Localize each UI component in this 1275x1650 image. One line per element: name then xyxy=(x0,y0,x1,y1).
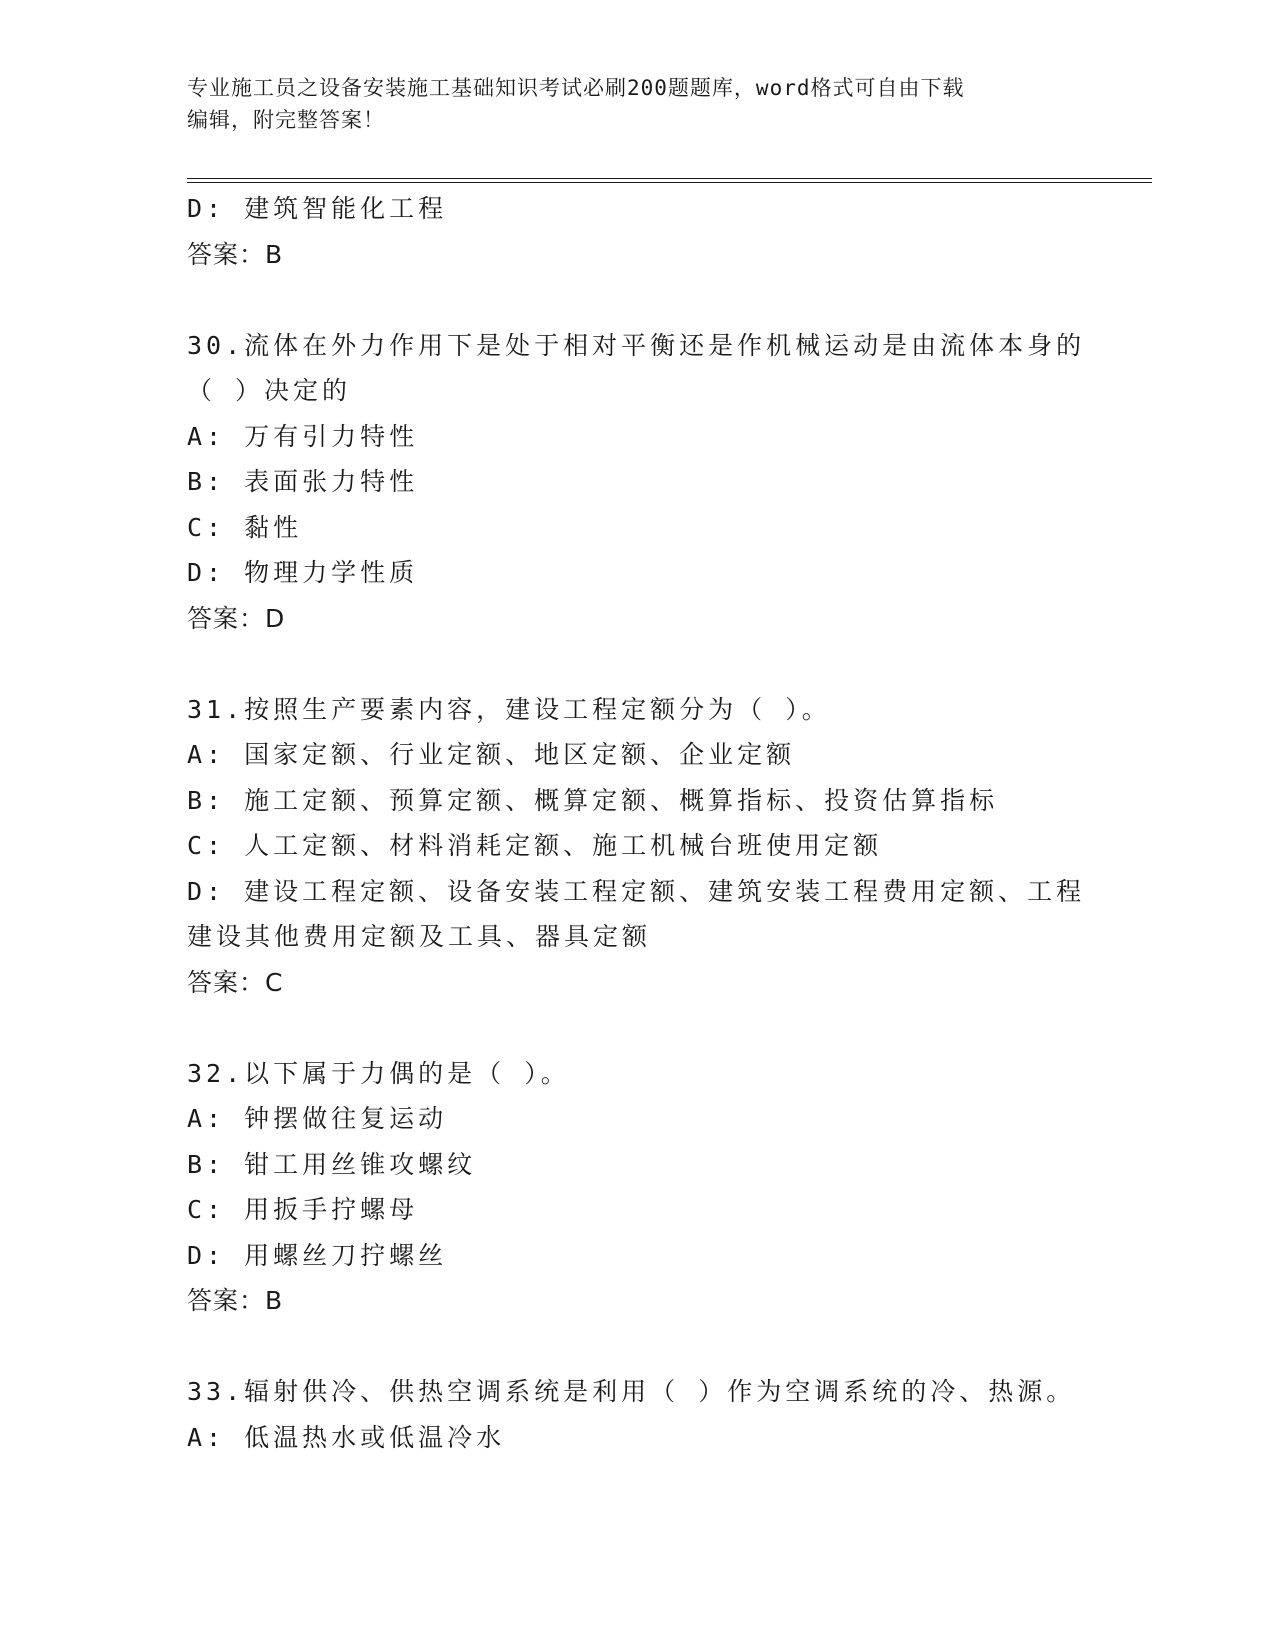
option-c: C: 人工定额、材料消耗定额、施工机械台班使用定额 xyxy=(187,831,883,860)
question-text-cont: （ ）决定的 xyxy=(187,376,352,405)
block-gap xyxy=(187,1006,1087,1051)
option-d-cont: 建设其他费用定额及工具、器具定额 xyxy=(187,922,652,951)
question-block-30 xyxy=(187,323,1087,642)
option-b: B: 施工定额、预算定额、概算定额、概算指标、投资估算指标 xyxy=(187,785,999,815)
question-list xyxy=(187,186,1087,1460)
block-gap xyxy=(187,1324,1087,1369)
question-block-32 xyxy=(187,1051,1087,1325)
option-a: A: 低温热水或低温冷水 xyxy=(187,1422,506,1452)
header-line-2: 编辑，附完整答案！ xyxy=(187,108,385,132)
question-block xyxy=(187,186,1087,278)
block-gap xyxy=(187,642,1087,687)
option-c: C: 黏性 xyxy=(187,512,303,542)
option-line: D: 建筑智能化工程 xyxy=(187,194,448,223)
option-b: B: 钳工用丝锥攻螺纹 xyxy=(187,1149,477,1179)
question-block-33 xyxy=(187,1369,1087,1460)
question-text: 30.流体在外力作用下是处于相对平衡还是作机械运动是由流体本身的 xyxy=(187,330,1086,360)
question-text: 33.辐射供冷、供热空调系统是利用（ ）作为空调系统的冷、热源。 xyxy=(187,1377,1076,1406)
option-d: D: 建设工程定额、设备安装工程定额、建筑安装工程费用定额、工程 xyxy=(187,876,1086,906)
option-a: A: 国家定额、行业定额、地区定额、企业定额 xyxy=(187,740,796,769)
question-block-31 xyxy=(187,687,1087,1006)
option-b: B: 表面张力特性 xyxy=(187,467,419,496)
header-divider-bottom xyxy=(187,182,1152,183)
option-a: A: 钟摆做往复运动 xyxy=(187,1104,448,1133)
question-text: 31.按照生产要素内容，建设工程定额分为（ ）。 xyxy=(187,694,831,724)
option-d: D: 用螺丝刀拧螺丝 xyxy=(187,1240,448,1270)
answer-line: 答案：C xyxy=(187,967,284,997)
answer-line: 答案：B xyxy=(187,239,284,269)
answer-line: 答案：D xyxy=(187,603,286,633)
header-divider-top xyxy=(187,178,1152,179)
option-c: C: 用扳手拧螺母 xyxy=(187,1195,419,1224)
header-line-1: 专业施工员之设备安装施工基础知识考试必刷200题题库，word格式可自由下载 xyxy=(187,76,965,100)
question-text: 32.以下属于力偶的是（ ）。 xyxy=(187,1058,570,1088)
option-d: D: 物理力学性质 xyxy=(187,558,419,587)
block-gap xyxy=(187,278,1087,323)
document-header xyxy=(187,72,1087,136)
answer-line: 答案：B xyxy=(187,1286,284,1315)
option-a: A: 万有引力特性 xyxy=(187,421,419,451)
